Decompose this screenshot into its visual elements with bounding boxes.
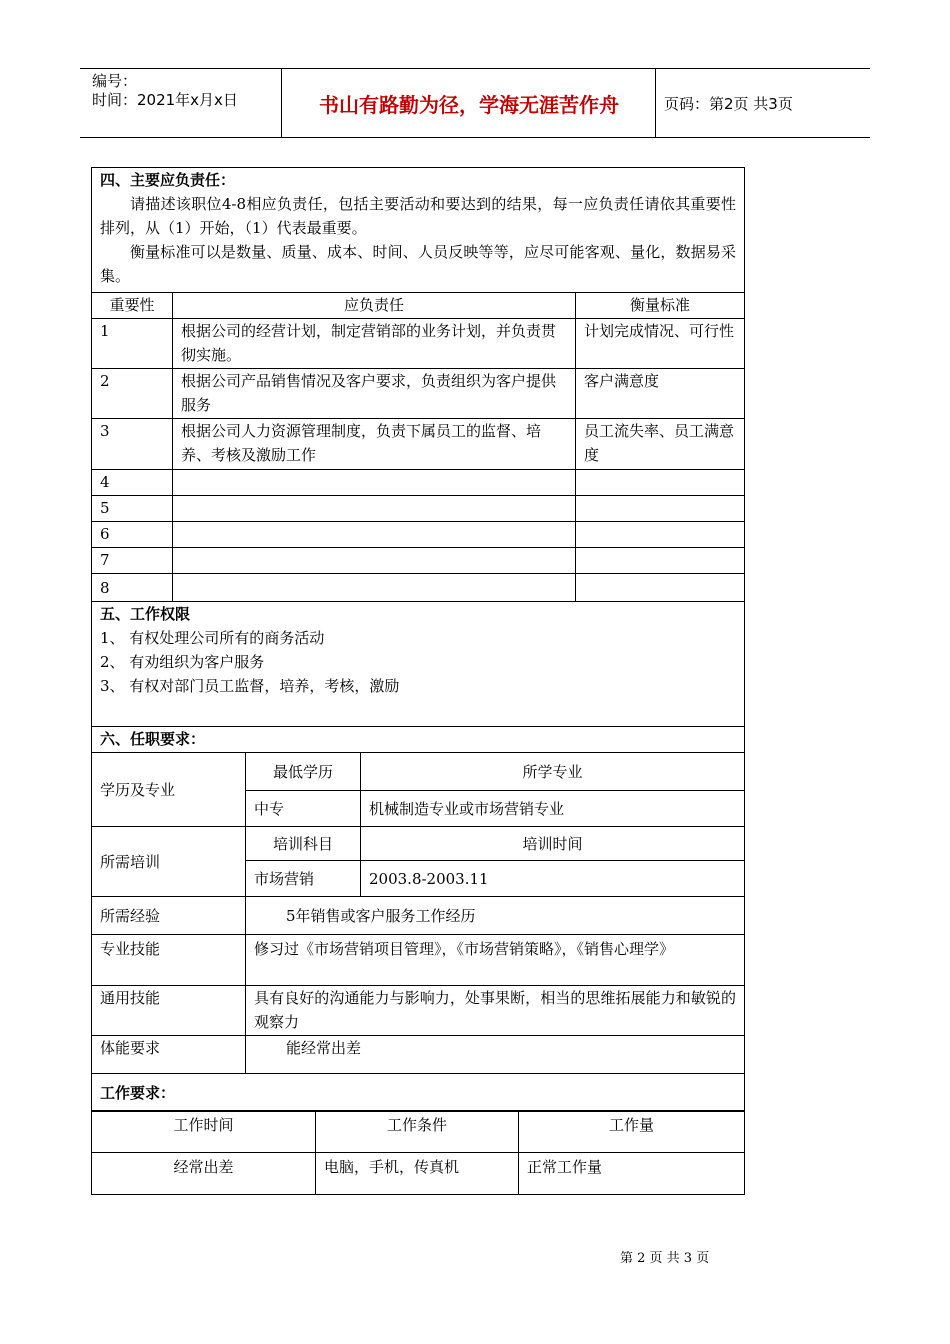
page-footer: 第 2 页 共 3 页: [620, 1251, 710, 1266]
row-measure: 员工流失率、员工满意度: [576, 419, 745, 470]
row-no: 7: [92, 548, 173, 574]
physical-label: 体能要求: [92, 1036, 246, 1074]
row-measure: [576, 470, 745, 496]
row-measure: 计划完成情况、可行性: [576, 319, 745, 369]
row-measure: [576, 574, 745, 602]
section4-title: 四、主要应负责任：: [100, 171, 236, 189]
authority-item: 3、 有权对部门员工监督，培养，考核，激励: [100, 677, 400, 695]
row-duty: [173, 522, 576, 548]
row-no: 4: [92, 470, 173, 496]
row-duty: [173, 548, 576, 574]
section4-para1: 请描述该职位4-8相应负责任，包括主要活动和要达到的结果，每一应负责任请依其重要性排列，从（1）开始，（1）代表最重要。: [100, 195, 737, 237]
major-header: 所学专业: [361, 753, 745, 791]
row-duty: [173, 470, 576, 496]
row-duty: [173, 574, 576, 602]
table-row: [92, 470, 745, 496]
training-label: 所需培训: [92, 827, 246, 897]
row-no: 5: [92, 496, 173, 522]
work-title: 工作要求：: [92, 1074, 745, 1112]
row-measure: [576, 522, 745, 548]
training-subject-value: 市场营销: [246, 861, 361, 897]
physical-value: 能经常出差: [246, 1036, 745, 1074]
work-header-time: 工作时间: [92, 1111, 316, 1153]
table-row: [92, 574, 745, 602]
work-value-condition: 电脑，手机，传真机: [316, 1153, 519, 1195]
table-row: [92, 369, 745, 419]
row-no: 1: [92, 319, 173, 369]
row-no: 6: [92, 522, 173, 548]
page-header: [80, 68, 870, 138]
table-row: [92, 522, 745, 548]
training-time-value: 2003.8-2003.11: [361, 861, 745, 897]
table-row: [92, 419, 745, 470]
work-value-volume: 正常工作量: [519, 1153, 745, 1195]
col-header-importance: 重要性: [92, 293, 173, 319]
work-header-condition: 工作条件: [316, 1111, 519, 1153]
min-edu-header: 最低学历: [246, 753, 361, 791]
row-duty: [173, 496, 576, 522]
work-table: [91, 1110, 745, 1195]
work-value-time: 经常出差: [92, 1153, 316, 1195]
authority-item: 2、 有劝组织为客户服务: [100, 653, 265, 671]
major-value: 机械制造专业或市场营销专业: [361, 791, 745, 827]
table-row: [92, 496, 745, 522]
row-duty: 根据公司的经营计划，制定营销部的业务计划，并负责贯彻实施。: [173, 319, 576, 369]
number-label: 编号：: [92, 72, 138, 90]
row-no: 2: [92, 369, 173, 419]
header-motto: 书山有路勤为径，学海无涯苦作舟: [283, 69, 656, 137]
col-header-duty: 应负责任: [173, 293, 576, 319]
experience-value: 5年销售或客户服务工作经历: [246, 897, 745, 935]
section5-title: 五、工作权限: [100, 605, 191, 623]
requirements-table: [91, 752, 745, 1112]
row-duty: 根据公司产品销售情况及客户要求，负责组织为客户提供服务: [173, 369, 576, 419]
gen-skill-label: 通用技能: [92, 986, 246, 1036]
min-edu-value: 中专: [246, 791, 361, 827]
row-no: 8: [92, 574, 173, 602]
row-measure: [576, 548, 745, 574]
pro-skill-label: 专业技能: [92, 935, 246, 986]
authority-item: 1、 有权处理公司所有的商务活动: [100, 629, 325, 647]
header-info: [80, 69, 282, 137]
col-header-measure: 衡量标准: [576, 293, 745, 319]
education-label: 学历及专业: [92, 753, 246, 827]
gen-skill-value: 具有良好的沟通能力与影响力，处事果断，相当的思维拓展能力和敏锐的观察力: [246, 986, 745, 1036]
table-row: [92, 319, 745, 369]
training-subject-header: 培训科目: [246, 827, 361, 861]
date-label: 时间：2021年x月x日: [92, 91, 238, 109]
table-row: [92, 548, 745, 574]
section6-title: 六、任职要求：: [92, 727, 745, 753]
training-time-header: 培训时间: [361, 827, 745, 861]
header-page-label: 页码：第2页 共3页: [664, 94, 793, 113]
row-measure: [576, 496, 745, 522]
experience-label: 所需经验: [92, 897, 246, 935]
row-measure: 客户满意度: [576, 369, 745, 419]
pro-skill-value: 修习过《市场营销项目管理》，《市场营销策略》，《销售心理学》: [246, 935, 745, 986]
row-no: 3: [92, 419, 173, 470]
section4-para2: 衡量标准可以是数量、质量、成本、时间、人员反映等等，应尽可能客观、量化，数据易采集。: [100, 243, 737, 285]
row-duty: 根据公司人力资源管理制度，负责下属员工的监督、培养、考核及激励工作: [173, 419, 576, 470]
work-header-volume: 工作量: [519, 1111, 745, 1153]
responsibility-table: [91, 167, 745, 753]
section5-block: [92, 602, 745, 727]
section4-intro: [92, 168, 745, 293]
